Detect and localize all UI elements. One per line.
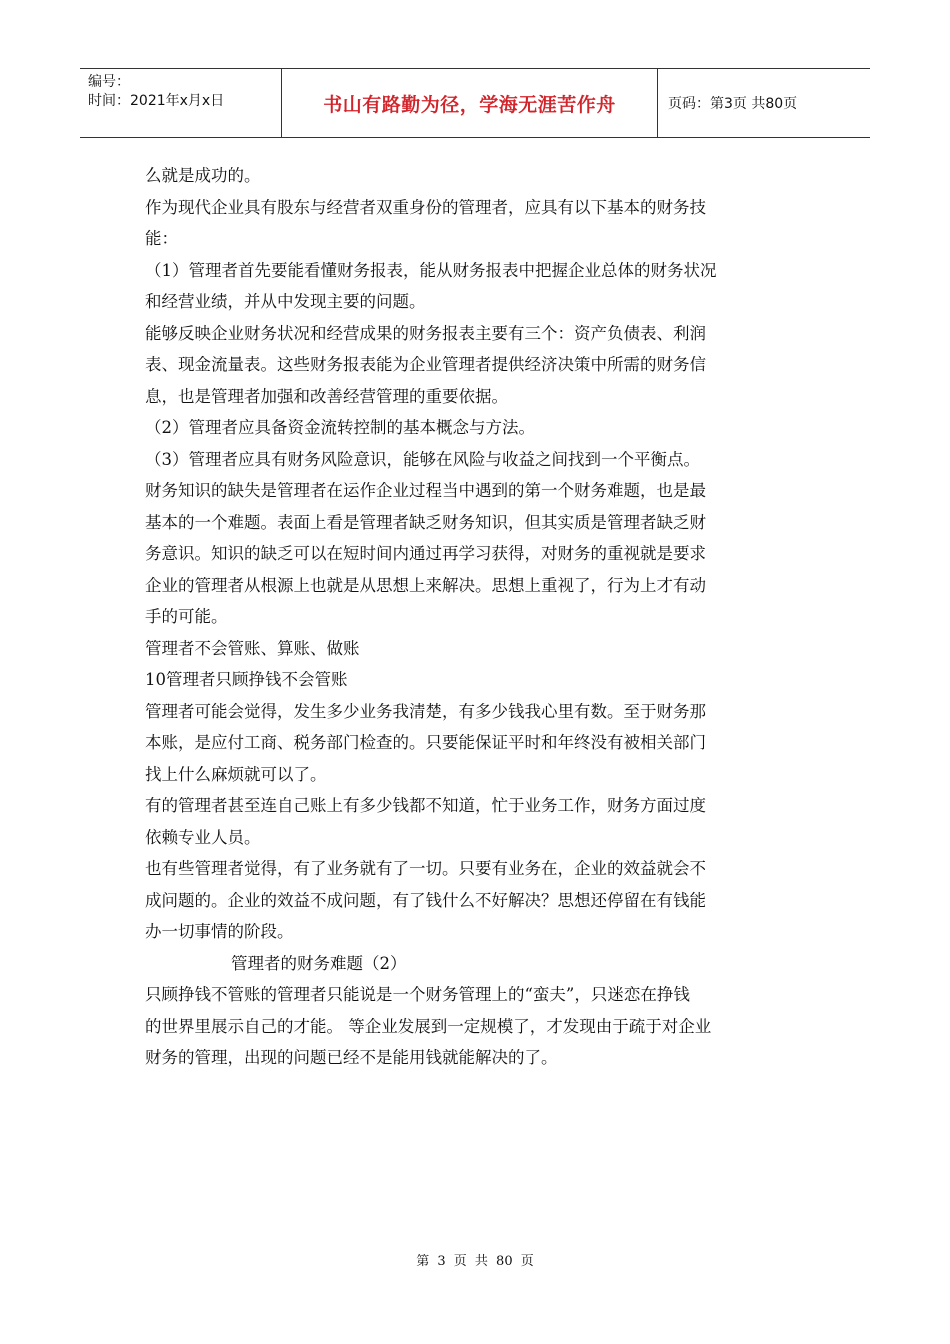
body-line: 办一切事情的阶段。: [145, 922, 294, 941]
body-line: 只顾挣钱不管账的管理者只能说是一个财务管理上的“蛮夫”，只迷恋在挣钱: [145, 985, 690, 1004]
body-line: 本账，是应付工商、税务部门检查的。只要能保证平时和年终没有被相关部门: [145, 733, 706, 752]
section-heading: 10管理者只顾挣钱不会管账: [145, 670, 348, 689]
header-motto: 书山有路勤为径，学海无涯苦作舟: [282, 69, 658, 137]
body-line: 表、现金流量表。这些财务报表能为企业管理者提供经济决策中所需的财务信: [145, 355, 706, 374]
body-line: 财务知识的缺失是管理者在运作企业过程当中遇到的第一个财务难题，也是最: [145, 481, 706, 500]
header-meta-cell: [80, 69, 282, 137]
body-line: 基本的一个难题。表面上看是管理者缺乏财务知识，但其实质是管理者缺乏财: [145, 512, 706, 532]
body-line: 有的管理者甚至连自己账上有多少钱都不知道，忙于业务工作，财务方面过度: [145, 796, 706, 815]
body-line: 依赖专业人员。: [145, 827, 261, 847]
body-line: 找上什么麻烦就可以了。: [145, 764, 327, 784]
header-page-info: 页码：第3页 共80页: [668, 96, 798, 112]
body-line: 务意识。知识的缺乏可以在短时间内通过再学习获得，对财务的重视就是要求: [145, 544, 706, 563]
body-line: 企业的管理者从根源上也就是从思想上来解决。思想上重视了，行为上才有动: [145, 575, 706, 595]
body-line: 息，也是管理者加强和改善经营管理的重要依据。: [145, 386, 508, 406]
body-line: 能够反映企业财务状况和经营成果的财务报表主要有三个：资产负债表、利润: [145, 323, 706, 343]
document-body: [145, 160, 815, 1074]
body-line: 的世界里展示自己的才能。 等企业发展到一定规模了，才发现由于疏于对企业: [145, 1016, 712, 1036]
body-line: 成问题的。企业的效益不成问题，有了钱什么不好解决？思想还停留在有钱能: [145, 890, 706, 910]
section-heading: 管理者的财务难题（2）: [231, 953, 407, 973]
body-line: 也有些管理者觉得，有了业务就有了一切。只要有业务在，企业的效益就会不: [145, 859, 706, 878]
body-line: 财务的管理，出现的问题已经不是能用钱就能解决的了。: [145, 1048, 558, 1067]
body-line: 么就是成功的。: [145, 166, 261, 185]
page-footer: 第 3 页 共 80 页: [416, 1254, 534, 1269]
section-heading: 管理者不会管账、算账、做账: [145, 638, 360, 658]
body-line: 管理者可能会觉得，发生多少业务我清楚，有多少钱我心里有数。至于财务那: [145, 701, 706, 721]
body-line: 和经营业绩，并从中发现主要的问题。: [145, 292, 426, 311]
body-line: （2）管理者应具备资金流转控制的基本概念与方法。: [145, 418, 535, 437]
body-line: 能：: [145, 229, 178, 248]
serial-number-label: 编号：: [88, 74, 130, 90]
body-line: 作为现代企业具有股东与经营者双重身份的管理者，应具有以下基本的财务技: [145, 197, 706, 217]
body-line: 手的可能。: [145, 607, 228, 626]
date-label: 时间：2021年x月x日: [88, 93, 225, 109]
page-header: [80, 68, 870, 138]
body-line: （3）管理者应具有财务风险意识，能够在风险与收益之间找到一个平衡点。: [145, 449, 700, 469]
body-line: （1）管理者首先要能看懂财务报表，能从财务报表中把握企业总体的财务状况: [145, 260, 717, 280]
